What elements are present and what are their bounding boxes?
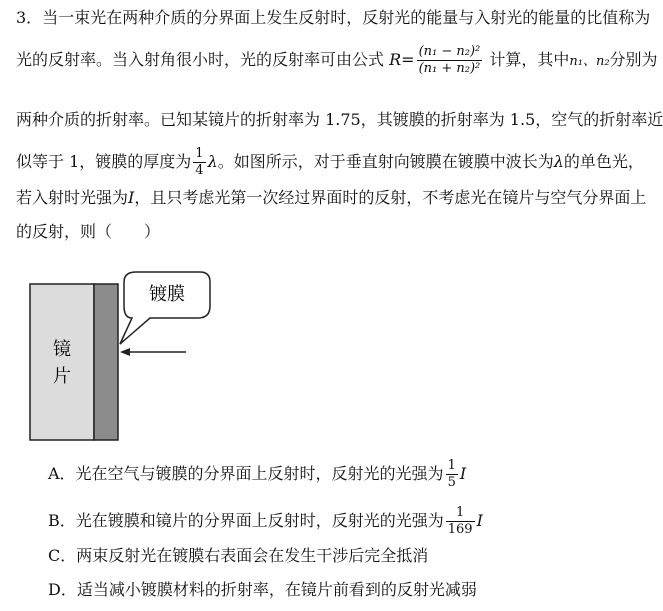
option-c[interactable]: C．两束反射光在镀膜右表面会在发生干涉后完全抵消 (48, 546, 429, 565)
option-d[interactable]: D．适当减小镀膜材料的折射率，在镜片前看到的反射光减弱 (48, 580, 477, 599)
question-line-1: 3．当一束光在两种介质的分界面上发生反射时，反射光的能量与入射光的能量的比值称为 (16, 8, 651, 27)
question-line-4: 似等于 1，镀膜的厚度为 $\frac{1}{4}$ λ。如图所示，对于垂直射向镀膜在镀膜中波长为λ的单色光， (16, 146, 644, 178)
lens-coating-figure (28, 270, 228, 445)
lens-label-1: 镜 (53, 339, 71, 360)
arrowhead-icon (120, 348, 130, 356)
index-variables: n₁、n₂ (569, 54, 610, 69)
question-line-6: 的反射，则（ ） (16, 222, 161, 241)
question-line-5: 若入射时光强为I，且只考虑光第一次经过界面时的反射，不考虑光在镜片与空气分界面上 (16, 188, 647, 207)
lens-rect (30, 284, 94, 440)
option-a-fraction: $\frac{1}{5}$ (447, 458, 456, 490)
question-line-2: 光的反射率。当入射角很小时，光的反射率可由公式 R= $\frac{\text{(n₁ − n₂)²}}{\text{(n₁ + n₂)²}}$ 计算，其中n₁、n₂分别为 (16, 44, 658, 76)
question-line-3: 两种介质的折射率。已知某镜片的折射率为 1.75，其镀膜的折射率为 1.5，空气的折射率近 (16, 110, 663, 129)
thickness-fraction: $\frac{1}{4}$ (195, 146, 204, 178)
formula-r: R (389, 50, 402, 69)
option-a[interactable]: A．光在空气与镀膜的分界面上反射时，反射光的光强为 $\frac{1}{5}$ I (48, 458, 467, 490)
lens-label-2: 片 (53, 366, 71, 387)
option-b-fraction: $\frac{1}{169}$ (447, 505, 473, 537)
option-b[interactable]: B．光在镀膜和镜片的分界面上反射时，反射光的光强为 $\frac{1}{169}$ I (48, 505, 483, 537)
question-number: 3． (16, 8, 43, 27)
callout-bubble (120, 272, 210, 344)
coating-rect (94, 284, 118, 440)
coating-label: 镀膜 (149, 284, 185, 305)
figure-svg (28, 270, 228, 445)
reflectance-formula: $\frac{\text{(n₁ − n₂)²}}{\text{(n₁ + n₂)²}}$ (418, 44, 481, 76)
